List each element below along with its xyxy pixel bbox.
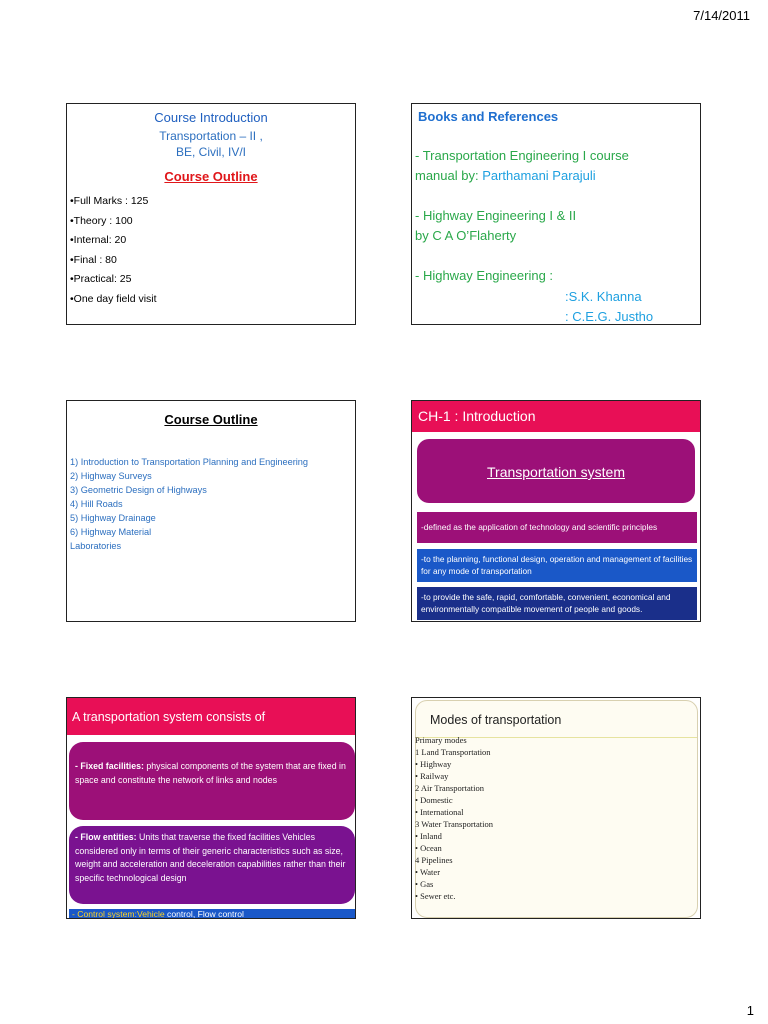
definition-band: -to the planning, functional design, operation and management of facilities for any mode of transportation [417, 549, 697, 582]
list-item: 4) Hill Roads [70, 499, 123, 509]
list-item: •Final : 80 [70, 253, 117, 266]
list-item: 1) Introduction to Transportation Planning and Engineering [70, 457, 309, 467]
modes-list [412, 734, 493, 902]
list-item: • Railway [415, 771, 449, 781]
list-item: Primary modes [415, 735, 467, 745]
list-item: 3) Geometric Design of Highways [70, 485, 207, 495]
list-item: 2) Highway Surveys [70, 471, 152, 481]
term-description: Units that traverse the fixed facilities Vehicles considered only in terms of their generic characteristics such as size, weight and acceleration and deceleration capabilities rather than their specific technological design [75, 832, 346, 883]
list-item: 3 Water Transportation [415, 819, 494, 829]
term-label: - Control system:Vehicle [72, 909, 165, 919]
list-item: • Highway [415, 759, 452, 769]
page-date: 7/14/2011 [693, 8, 750, 23]
list-item: • International [415, 807, 464, 817]
slide-title: Course Outline [164, 412, 258, 427]
reference-line: by C A O’Flaherty [415, 228, 517, 243]
slide-ch1-introduction [411, 400, 701, 622]
list-item: • Domestic [415, 795, 453, 805]
list-item: • Ocean [415, 843, 442, 853]
term-label: - Flow entities: [75, 832, 137, 842]
list-item: • Sewer etc. [415, 891, 456, 901]
reference-author: : C.E.G. Justho [565, 309, 654, 324]
reference-line: - Highway Engineering : [415, 268, 554, 283]
term-description: physical components of the system that are fixed in space and constitute the network of links and nodes [75, 761, 346, 785]
term-label: - Fixed facilities: [75, 761, 144, 771]
reference-line: - Highway Engineering I & II [415, 208, 577, 223]
list-item: 6) Highway Material [70, 527, 152, 537]
list-item: 4 Pipelines [415, 855, 453, 865]
slide-title: A transportation system consists of [72, 710, 266, 724]
list-item: •Practical: 25 [70, 273, 132, 285]
marks-list [70, 192, 355, 309]
slide-title: CH-1 : Introduction [418, 408, 536, 424]
term-description: control, Flow control [164, 909, 244, 919]
list-item: • Gas [415, 879, 434, 889]
list-item: •Internal: 20 [70, 234, 127, 246]
slide-title: Books and References [418, 109, 559, 124]
title-bar [67, 698, 355, 735]
transportation-system-box [417, 439, 695, 503]
list-item: • Inland [415, 831, 442, 841]
slide-books-references [411, 103, 701, 325]
definition-band: -defined as the application of technology and scientific principles [417, 512, 697, 543]
box-title: Transportation system [487, 464, 625, 480]
definition-band: -to provide the safe, rapid, comfortable, convenient, economical and environmentally compatible movement of people and goods. [417, 587, 697, 620]
flow-entities-box [69, 826, 355, 904]
slide-title: Modes of transportation [430, 713, 562, 727]
slide-subtitle: BE, Civil, IV/I [175, 145, 246, 159]
reference-prefix: manual by: [415, 168, 483, 183]
reference-line [415, 168, 596, 183]
control-system-bar [69, 909, 355, 919]
list-item: Laboratories [70, 541, 122, 551]
title-bar [412, 401, 700, 432]
slide-subtitle: Transportation – II , [159, 129, 263, 143]
page-number: 1 [746, 1003, 754, 1018]
reference-author: :S.K. Khanna [565, 289, 642, 304]
reference-author: Parthamani Parajuli [482, 168, 596, 183]
outline-list [70, 455, 355, 553]
slide-title: Course Introduction [154, 110, 268, 125]
list-item: •One day field visit [70, 292, 157, 305]
list-item: 1 Land Transportation [415, 747, 491, 757]
fixed-facilities-box [69, 742, 355, 820]
reference-line: - Transportation Engineering I course [415, 148, 629, 163]
course-outline-heading: Course Outline [164, 169, 258, 184]
slide-modes-transportation [411, 697, 701, 919]
slide-system-components [66, 697, 356, 919]
list-item: •Full Marks : 125 [70, 195, 149, 207]
slide-course-outline [66, 400, 356, 622]
slide-course-introduction [66, 103, 356, 325]
list-item: • Water [415, 867, 441, 877]
list-item: 2 Air Transportation [415, 783, 484, 793]
list-item: •Theory : 100 [70, 214, 133, 227]
list-item: 5) Highway Drainage [70, 513, 156, 523]
